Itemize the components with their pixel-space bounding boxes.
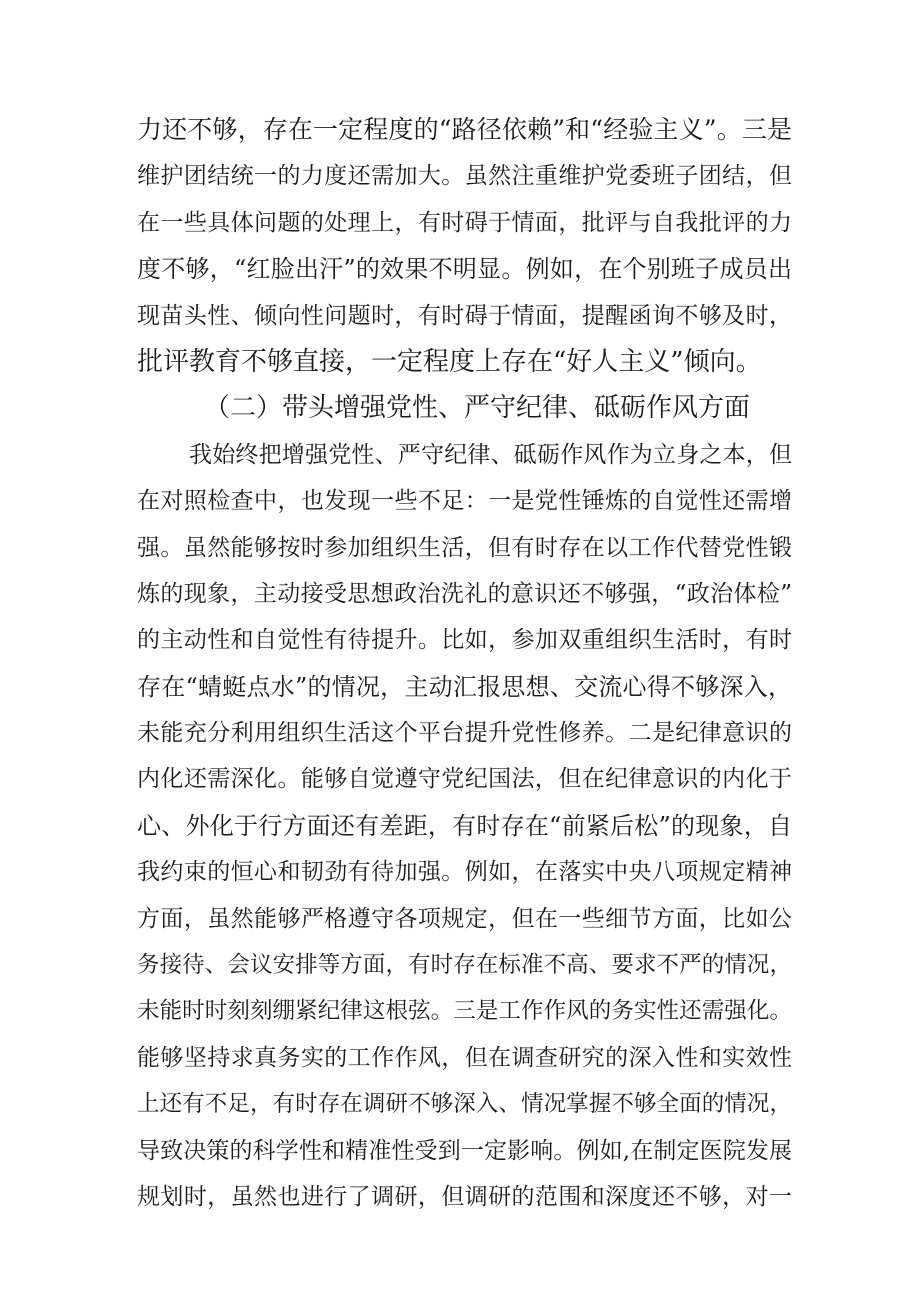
- document-body: [137, 107, 792, 1220]
- text-line: 心、外化于行方面还有差距，有时存在“前紧后松”的现象，自: [137, 811, 792, 840]
- text-line: 未能时时刻刻绷紧纪律这根弦。三是工作作风的务实性还需强化。: [137, 998, 792, 1025]
- text-line: 规划时，虽然也进行了调研，但调研的范围和深度还不够，对一: [137, 1183, 792, 1210]
- text-line: 炼的现象，主动接受思想政治洗礼的意识还不够强，“政治体检”: [137, 580, 792, 607]
- text-line: 我始终把增强党性、严守纪律、砥砺作风作为立身之本，但: [189, 441, 792, 468]
- text-line: 的主动性和自觉性有待提升。比如，参加双重组织生活时，有时: [137, 627, 792, 654]
- section-heading: （二）带头增强党性、严守纪律、砥砺作风方面: [204, 393, 751, 424]
- text-line: 在对照检查中，也发现一些不足：一是党性锤炼的自觉性还需增: [137, 488, 792, 515]
- text-line: 方面，虽然能够严格遵守各项规定，但在一些细节方面，比如公: [137, 905, 792, 932]
- text-line: 导致决策的科学性和精准性受到一定影响。例如,在制定医院发展: [137, 1137, 792, 1164]
- text-line: 未能充分利用组织生活这个平台提升党性修养。二是纪律意识的: [137, 720, 792, 747]
- text-line: 强。虽然能够按时参加组织生活，但有时存在以工作代替党性锻: [137, 534, 792, 561]
- paragraph-continued: [137, 107, 792, 385]
- text-line: 度不够，“红脸出汗”的效果不明显。例如，在个别班子成员出: [137, 255, 792, 284]
- text-line: 维护团结统一的力度还需加大。虽然注重维护党委班子团结，但: [137, 163, 792, 190]
- text-line: 在一些具体问题的处理上，有时碍于情面，批评与自我批评的力: [137, 209, 792, 236]
- text-line: 内化还需深化。能够自觉遵守党纪国法，但在纪律意识的内化于: [137, 766, 792, 793]
- text-line: 现苗头性、倾向性问题时，有时碍于情面，提醒函询不够及时，: [137, 302, 792, 329]
- text-line: 力还不够，存在一定程度的“路径依赖”和“经验主义”。三是: [137, 115, 792, 144]
- text-line: 上还有不足，有时存在调研不够深入、情况掌握不够全面的情况，: [137, 1091, 792, 1118]
- paragraph-party-discipline: [137, 432, 792, 1221]
- text-line: 批评教育不够直接，一定程度上存在“好人主义”倾向。: [137, 346, 762, 377]
- text-line: 能够坚持求真务实的工作作风，但在调查研究的深入性和实效性: [137, 1044, 792, 1071]
- text-line: 我约束的恒心和韧劲有待加强。例如，在落实中央八项规定精神: [137, 859, 792, 886]
- text-line: 存在“蜻蜓点水”的情况，主动汇报思想、交流心得不够深入，: [137, 672, 792, 701]
- text-line: 务接待、会议安排等方面，有时存在标准不高、要求不严的情况，: [137, 952, 792, 979]
